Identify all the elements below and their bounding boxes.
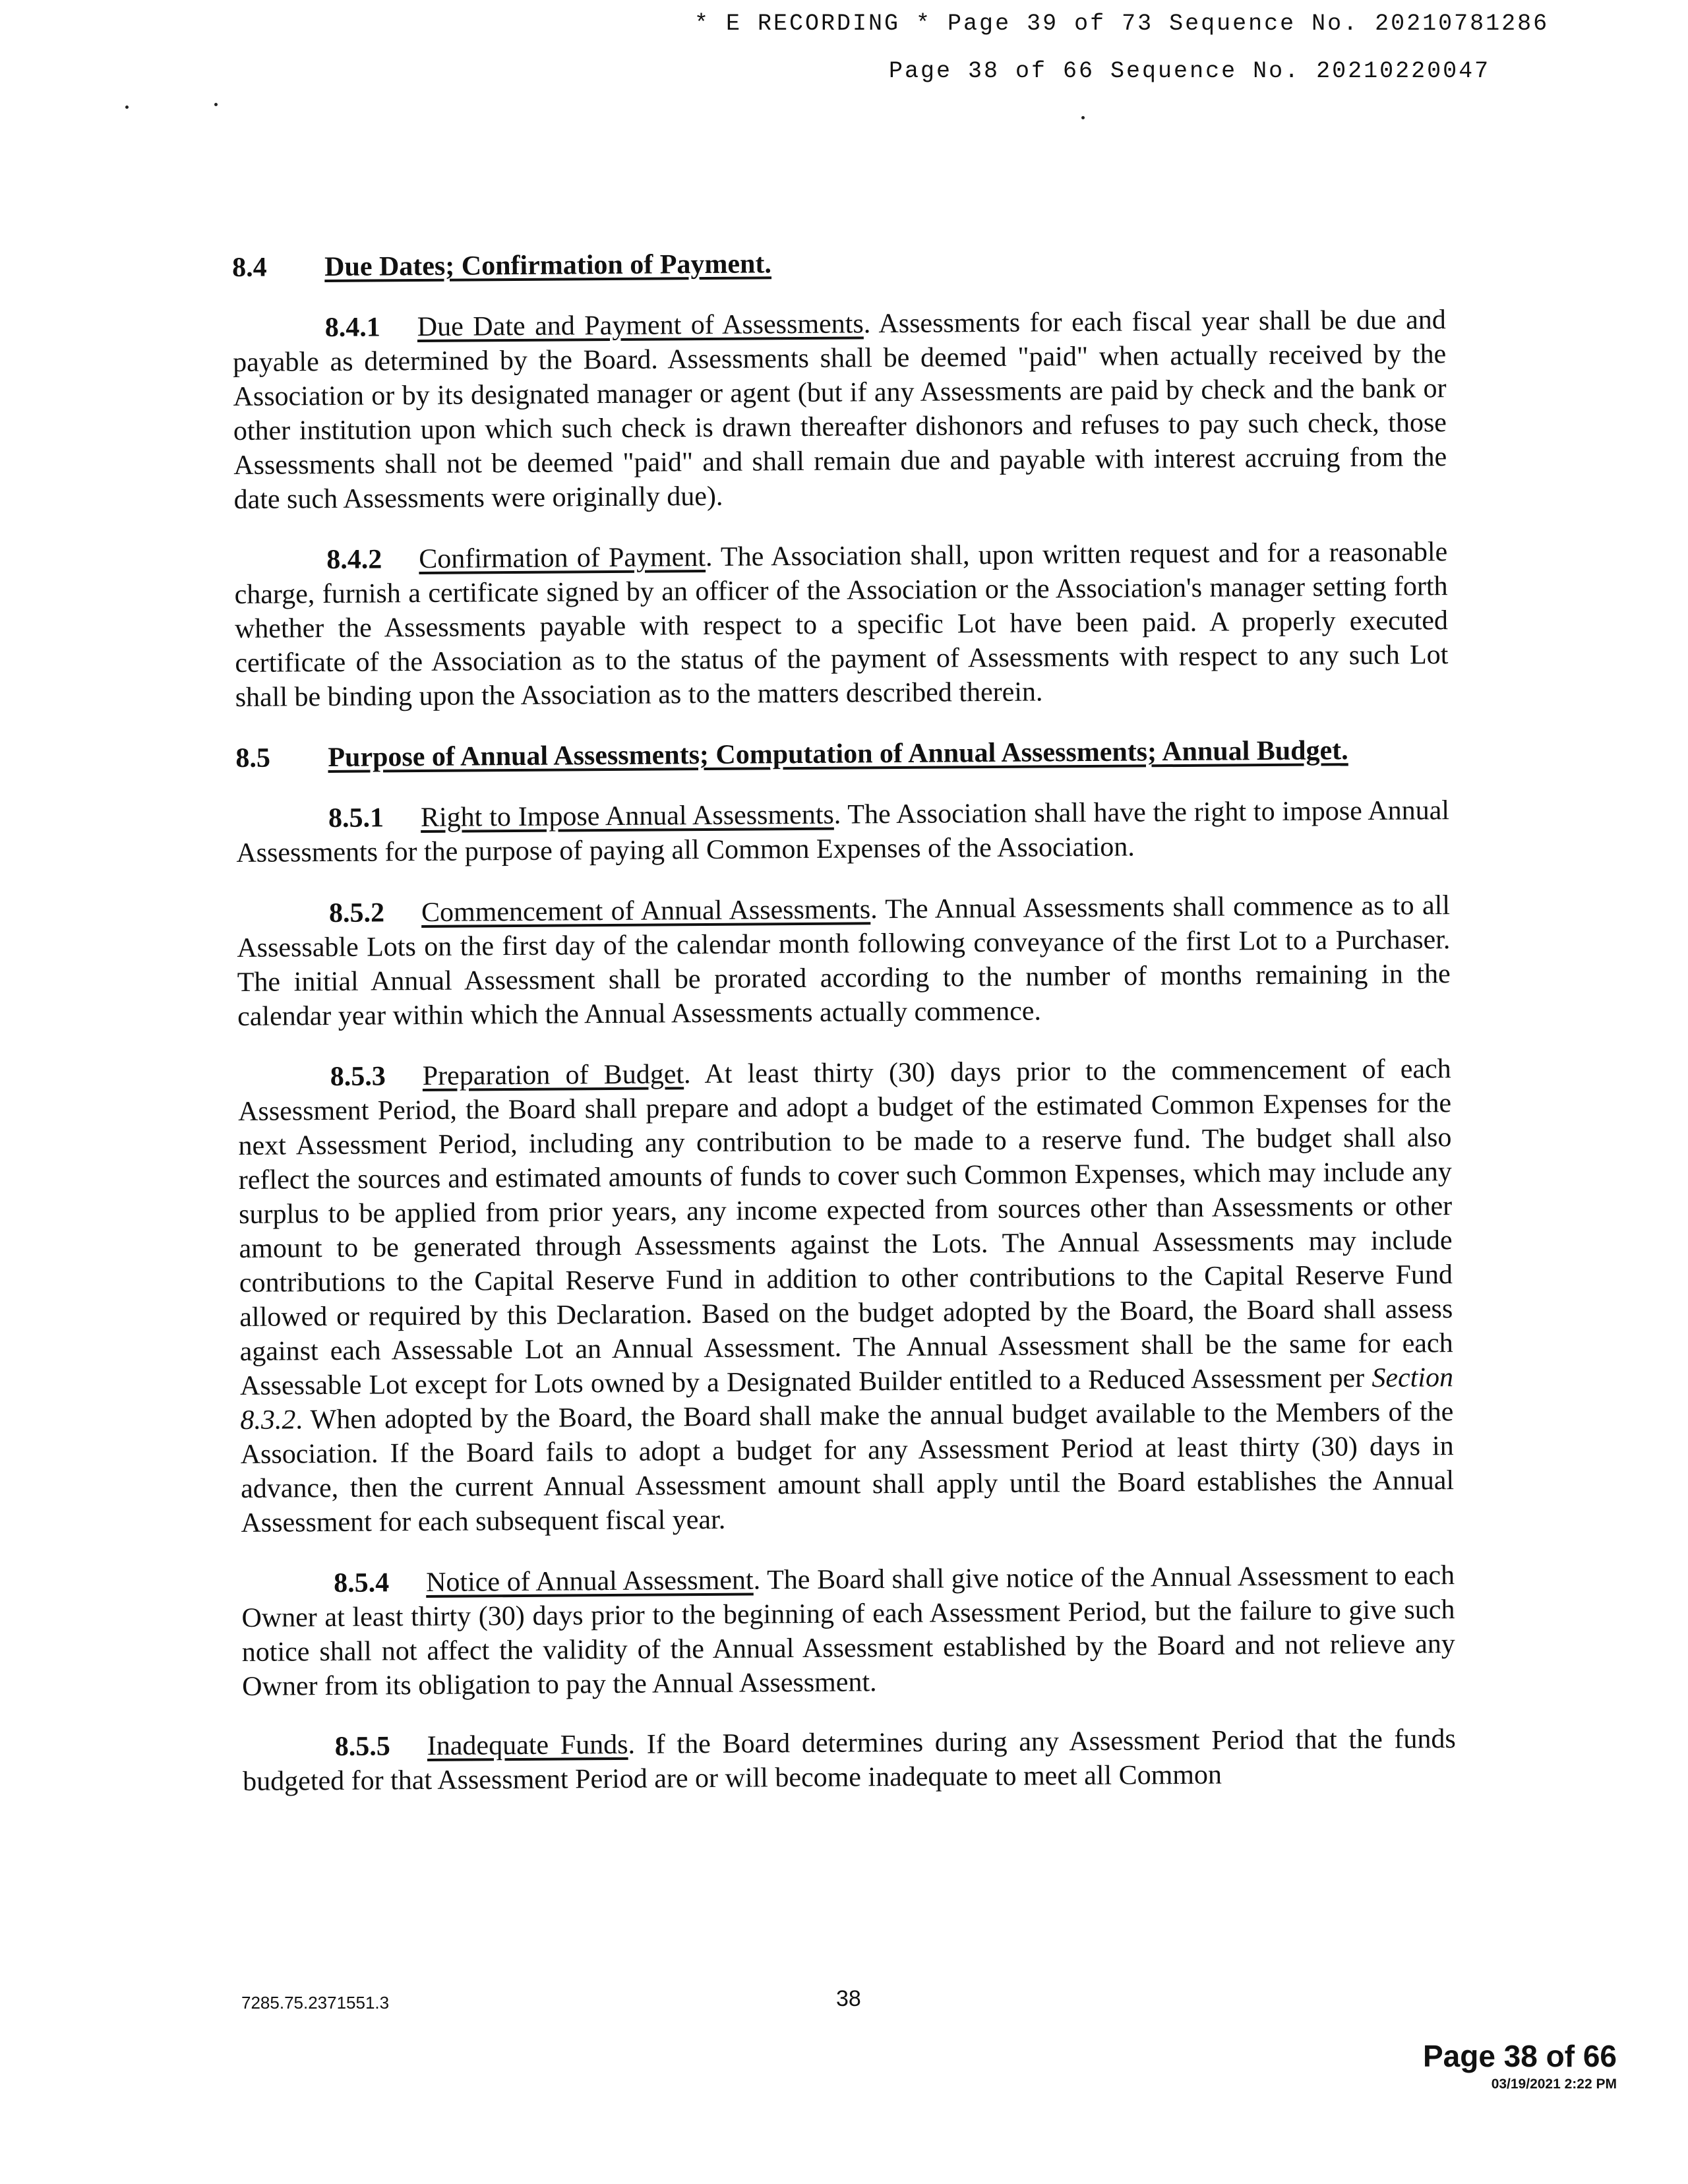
document-body <box>232 242 1457 1825</box>
paragraph-number: 8.4.1 <box>324 312 380 344</box>
paragraph-text: . The Board shall give notice of the Annual Assessment to each Owner at least thirty (30) days prior to the beginning of each Assessment Period, but the failure to give such notice shall not affect the validity of the Annual Assessment established by the Board and not relieve any Owner from its obligation to pay the Annual Assessment. <box>241 1560 1455 1702</box>
paragraph-text: . Assessments for each fiscal year shall be due and payable as determined by the Board. Assessments shall be deemed "paid" when actually received by the Association or by its designated manager or agent (but if any Assessments are paid by check and the bank or other institution upon which such check is drawn thereafter dishonors and refuses to pay such check, those Assessments shall not be deemed "paid" and shall remain due and payable with interest accruing from the date such Assessments were originally due). <box>233 305 1447 515</box>
paragraph-subtitle: Right to Impose Annual Assessments <box>420 799 834 834</box>
paragraph-subtitle: Notice of Annual Assessment <box>425 1565 754 1598</box>
paragraph-number: 8.5.2 <box>328 897 385 928</box>
recording-stamp: * E RECORDING * Page 39 of 73 Sequence No. 20210781286 <box>694 11 1550 37</box>
paragraph-text: . If the Board determines during any Assessment Period that the funds budgeted for that Assessment Period are or will become inadequate to meet all Common <box>243 1724 1456 1797</box>
section-heading-8-5 <box>235 733 1449 775</box>
scan-speck <box>125 106 129 109</box>
section-title: Purpose of Annual Assessments; Computation of Annual Assessments; Annual Budget. <box>328 735 1348 774</box>
paragraph-subtitle: Due Date and Payment of Assessments <box>417 309 864 343</box>
scan-speck <box>214 103 218 106</box>
section-title: Due Dates; Confirmation of Payment. <box>324 249 772 283</box>
paragraph-subtitle: Inadequate Funds <box>427 1729 628 1761</box>
paragraph-number: 8.5.3 <box>330 1061 386 1092</box>
paragraph-8-5-1 <box>236 793 1450 870</box>
section-number: 8.4 <box>232 252 267 283</box>
paragraph-subtitle: Commencement of Annual Assessments <box>421 894 871 928</box>
document-id: 7285.75.2371551.3 <box>241 1993 390 2013</box>
paragraph-8-4-2 <box>234 535 1449 715</box>
section-reference: Section 8.3.2 <box>240 1362 1454 1436</box>
stamp-page: Page 38 of 66 <box>1422 2039 1617 2073</box>
paragraph-subtitle: Confirmation of Payment <box>419 541 706 575</box>
scan-speck <box>1081 116 1085 119</box>
sequence-stamp: Page 38 of 66 Sequence No. 20210220047 <box>889 58 1491 84</box>
paragraph-8-5-5 <box>243 1722 1457 1799</box>
paragraph-text: . The Association shall, upon written request and for a reasonable charge, furnish a certificate signed by an officer of the Association or the Association's manager setting forth whether the Assessments payable with respect to a specific Lot have been paid. A properly executed certificate of the Association as to the status of the payment of Assessments with respect to any such Lot shall be binding upon the Association as to the matters described therein. <box>234 537 1449 713</box>
paragraph-number: 8.5.1 <box>328 803 384 834</box>
paragraph-text: . The Association shall have the right to impose Annual Assessments for the purpose of paying all Common Expenses of the Association. <box>236 795 1450 868</box>
paragraph-8-5-3 <box>238 1052 1455 1540</box>
paragraph-number: 8.4.2 <box>326 544 382 576</box>
paragraph-number: 8.5.5 <box>334 1731 391 1762</box>
recording-footer-stamp <box>1423 2038 1617 2094</box>
page-number: 38 <box>836 1986 861 2011</box>
stamp-datetime: 03/19/2021 2:22 PM <box>1491 2077 1617 2092</box>
section-heading-8-4 <box>232 242 1445 285</box>
paragraph-text: . At least thirty (30) days prior to the commencement of each Assessment Period, the Board shall prepare and adopt a budget of the estimated Common Expenses for the next Assessment Period, including any contribution to be made to a reserve fund. The budget shall also reflect the sources and estimated amounts of funds to cover such Common Expenses, which may include any surplus to be applied from prior years, any income expected from sources other than Assessments or other amount to be generated through Assessments against the Lots. The Annual Assessments may include contributions to the Capital Reserve Fund in addition to other contributions to the Capital Reserve Fund allowed or required by this Declaration. Based on the budget adopted by the Board, the Board shall assess against each Assessable Lot an Annual Assessment. The Annual Assessment shall be the same for each Assessable Lot except for Lots owned by a Designated Builder entitled to a Reduced Assessment per <box>237 1054 1453 1401</box>
paragraph-subtitle: Preparation of Budget <box>422 1059 684 1092</box>
paragraph-8-4-1 <box>233 303 1447 517</box>
paragraph-8-5-2 <box>237 888 1451 1034</box>
paragraph-8-5-4 <box>241 1558 1455 1704</box>
paragraph-number: 8.5.4 <box>333 1567 390 1598</box>
paragraph-text-continued: . When adopted by the Board, the Board shall make the annual budget available to the Members of the Association. If the Board fails to adopt a budget for any Assessment Period at least thirty (30) days in advance, then the current Annual Assessment amount shall apply until the Board establishes the Annual Assessment for each subsequent fiscal year. <box>240 1397 1455 1538</box>
section-number: 8.5 <box>235 743 271 774</box>
paragraph-text: . The Annual Assessments shall commence as to all Assessable Lots on the first day of the calendar month following conveyance of the first Lot to a Purchaser. The initial Annual Assessment shall be prorated according to the number of months remaining in the calendar year within which the Annual Assessments actually commence. <box>237 890 1451 1032</box>
